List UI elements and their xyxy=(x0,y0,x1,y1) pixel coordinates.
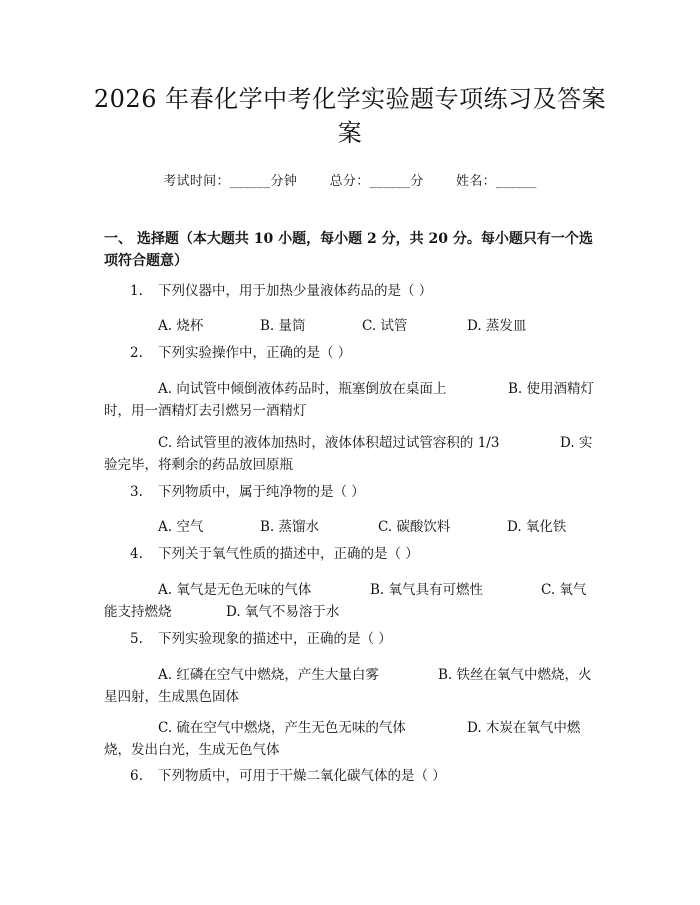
option-d: D. 氧化铁 xyxy=(507,519,567,535)
question-2 xyxy=(130,341,351,366)
option-a: A. 氧气是无色无味的气体 xyxy=(158,582,312,598)
option-b: B. 铁丝在氧气中燃烧，火 xyxy=(438,667,592,683)
question-6 xyxy=(130,764,446,789)
title-line-2: 案 xyxy=(337,119,363,147)
question-3 xyxy=(130,480,365,505)
option-d-continued: 验完毕，将剩余的药品放回原瓶 xyxy=(104,457,293,473)
option-b-continued: 星四射，生成黑色固体 xyxy=(104,689,239,705)
option-b: B. 量筒 xyxy=(260,318,306,334)
question-4 xyxy=(130,542,419,567)
question-5 xyxy=(130,627,392,652)
question-text: 下列实验现象的描述中，正确的是（ ） xyxy=(158,631,392,647)
question-number: 3. xyxy=(130,484,143,500)
option-a: A. 向试管中倾倒液体药品时，瓶塞倒放在桌面上 xyxy=(158,381,447,397)
option-c: C. 给试管里的液体加热时，液体体积超过试管容积的 1/3 xyxy=(158,435,500,451)
question-text: 下列物质中，属于纯净物的是（ ） xyxy=(158,484,365,500)
option-a: A. 空气 xyxy=(158,519,204,535)
exam-meta xyxy=(0,170,700,189)
option-d: D. 蒸发皿 xyxy=(467,318,527,334)
question-text: 下列仪器中，用于加热少量液体药品的是（ ） xyxy=(158,283,433,299)
option-b-continued: 时，用一酒精灯去引燃另一酒精灯 xyxy=(104,403,307,419)
document-title xyxy=(90,82,610,150)
option-d-continued: 烧，发出白光，生成无色气体 xyxy=(104,742,280,758)
option-c: C. 试管 xyxy=(362,318,408,334)
option-d: D. 木炭在氧气中燃 xyxy=(467,720,581,736)
option-c-continued: 能支持燃烧 xyxy=(104,604,172,620)
title-line-1: 2026 年春化学中考化学实验题专项练习及答案 xyxy=(93,85,607,113)
option-a: A. 红磷在空气中燃烧，产生大量白雾 xyxy=(158,667,379,683)
question-number: 5. xyxy=(130,631,143,647)
question-text: 下列关于氧气性质的描述中，正确的是（ ） xyxy=(158,546,419,562)
exam-score: 总分：______分 xyxy=(329,174,424,189)
option-c: C. 碳酸饮料 xyxy=(378,519,451,535)
option-c: C. 硫在空气中燃烧，产生无色无味的气体 xyxy=(158,720,406,736)
question-number: 4. xyxy=(130,546,143,562)
question-number: 6. xyxy=(130,768,143,784)
option-b: B. 蒸馏水 xyxy=(260,519,320,535)
option-d: D. 氧气不易溶于水 xyxy=(226,604,340,620)
exam-time: 考试时间：______分钟 xyxy=(163,174,298,189)
option-b: B. 使用酒精灯 xyxy=(508,381,595,397)
exam-name: 姓名：______ xyxy=(456,174,537,189)
question-1 xyxy=(130,279,432,304)
option-a: A. 烧杯 xyxy=(158,318,204,334)
option-d: D. 实 xyxy=(560,435,593,451)
question-text: 下列实验操作中，正确的是（ ） xyxy=(158,345,352,361)
question-number: 1. xyxy=(130,283,143,299)
question-text: 下列物质中，可用于干燥二氧化碳气体的是（ ） xyxy=(158,768,446,784)
section-heading: 一、 选择题（本大题共 10 小题，每小题 2 分，共 20 分。每小题只有一个选项符合题意） xyxy=(104,231,593,269)
question-number: 2. xyxy=(130,345,143,361)
option-c: C. 氧气 xyxy=(541,582,587,598)
option-b: B. 氧气具有可燃性 xyxy=(370,582,484,598)
